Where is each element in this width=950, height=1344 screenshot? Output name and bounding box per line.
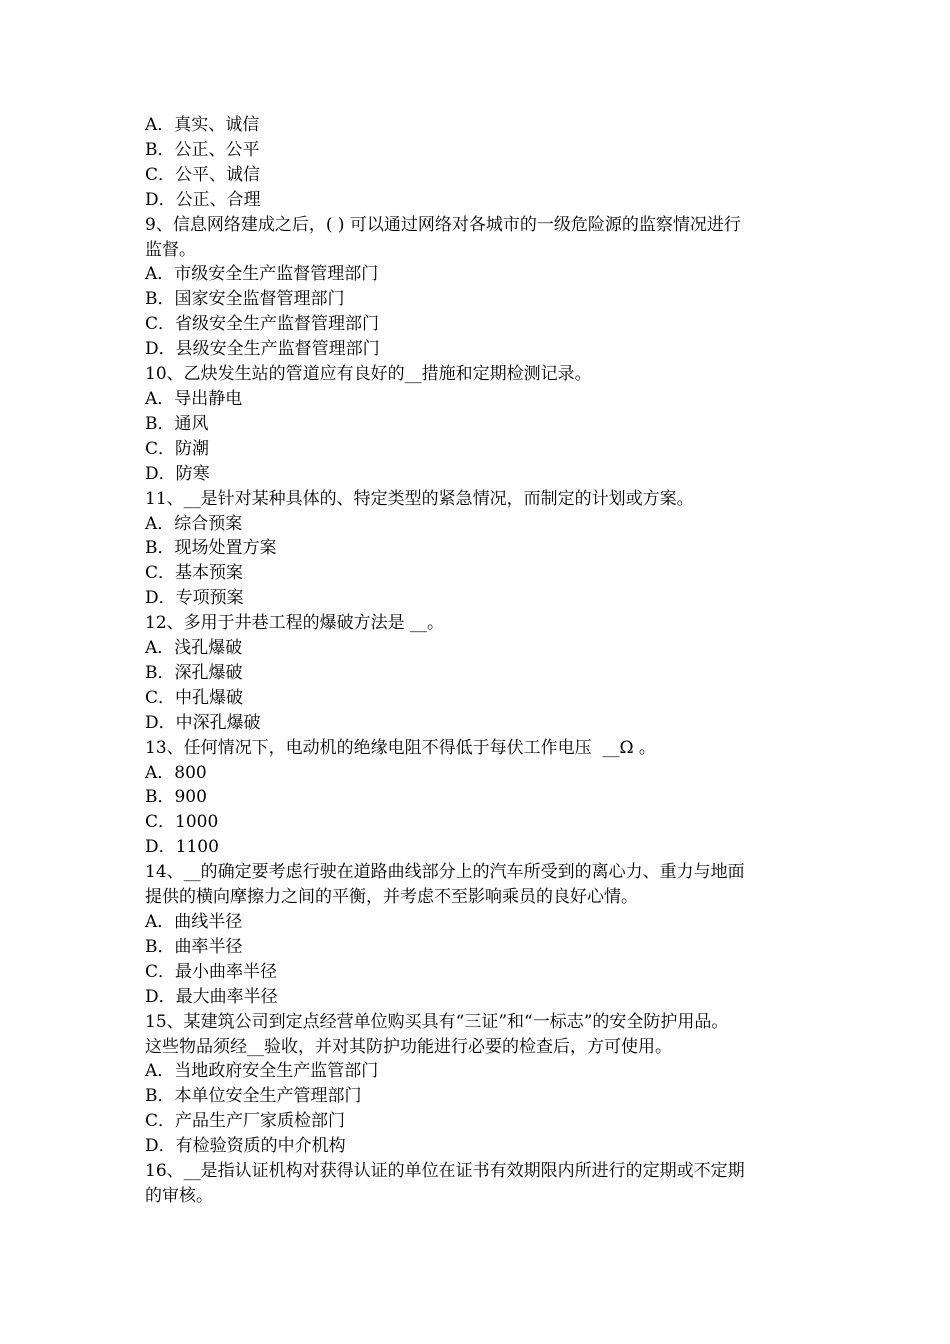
text-line: B．本单位安全生产管理部门: [145, 1086, 362, 1107]
text-line: C．省级安全生产监督管理部门: [145, 314, 380, 335]
text-line: D．1100: [145, 837, 219, 858]
text-line: D．有检验资质的中介机构: [145, 1136, 346, 1157]
text-line: 提供的横向摩擦力之间的平衡，并考虑不至影响乘员的良好心情。: [145, 887, 638, 908]
text-line: 监督。: [145, 239, 196, 260]
text-line: A．曲线半径: [145, 912, 243, 932]
text-line: C．产品生产厂家质检部门: [145, 1111, 346, 1132]
text-line: A．综合预案: [145, 513, 243, 534]
text-line: D．最大曲率半径: [145, 986, 278, 1007]
text-line: C．最小曲率半径: [145, 961, 278, 982]
text-line: 15、某建筑公司到定点经营单位购买具有“三证”和“一标志”的安全防护用品。: [145, 1011, 729, 1032]
text-line: D．专项预案: [145, 588, 244, 609]
text-line: B．现场处置方案: [145, 538, 277, 559]
text-line: 13、任何情况下，电动机的绝缘电阻不得低于每伏工作电压 __Ω 。: [145, 737, 656, 758]
text-line: 11、__是针对某种具体的、特定类型的紧急情况，而制定的计划或方案。: [145, 488, 694, 509]
text-line: A．浅孔爆破: [145, 638, 243, 659]
text-line: C．基本预案: [145, 563, 244, 584]
text-line: 12、多用于井巷工程的爆破方法是 __。: [145, 613, 445, 634]
text-line: A．导出静电: [145, 388, 243, 409]
text-line: A．当地政府安全生产监管部门: [145, 1061, 379, 1082]
text-line: B．国家安全监督管理部门: [145, 289, 345, 310]
text-line: 14、__的确定要考虑行驶在道路曲线部分上的汽车所受到的离心力、重力与地面: [145, 862, 745, 883]
text-line: A．真实、诚信: [145, 115, 260, 135]
text-line: D．防寒: [145, 463, 210, 484]
text-line: C．1000: [145, 812, 219, 833]
text-line: C．中孔爆破: [145, 687, 244, 708]
text-line: 的审核。: [145, 1185, 213, 1206]
text-line: 这些物品须经__验收，并对其防护功能进行必要的检查后，方可使用。: [145, 1036, 672, 1057]
text-line: A．800: [145, 762, 207, 783]
text-line: B．900: [145, 787, 207, 808]
text-line: C．公平、诚信: [145, 164, 261, 185]
text-line: 16、__是指认证机构对获得认证的单位在证书有效期限内所进行的定期或不定期: [145, 1161, 745, 1182]
text-line: D．中深孔爆破: [145, 712, 261, 733]
text-line: B．深孔爆破: [145, 662, 243, 683]
document-page: [145, 113, 815, 1209]
text-line: B．公正、公平: [145, 139, 260, 160]
text-line: D．县级安全生产监督管理部门: [145, 339, 380, 360]
text-line: A．市级安全生产监督管理部门: [145, 264, 379, 285]
text-line: C．防潮: [145, 438, 210, 459]
text-line: 9、信息网络建成之后，( ) 可以通过网络对各城市的一级危险源的监察情况进行: [145, 214, 741, 235]
text-line: B．曲率半径: [145, 936, 243, 957]
text-line: D．公正、合理: [145, 189, 261, 210]
text-line: 10、乙炔发生站的管道应有良好的__措施和定期检测记录。: [145, 364, 592, 385]
text-line: B．通风: [145, 413, 209, 434]
